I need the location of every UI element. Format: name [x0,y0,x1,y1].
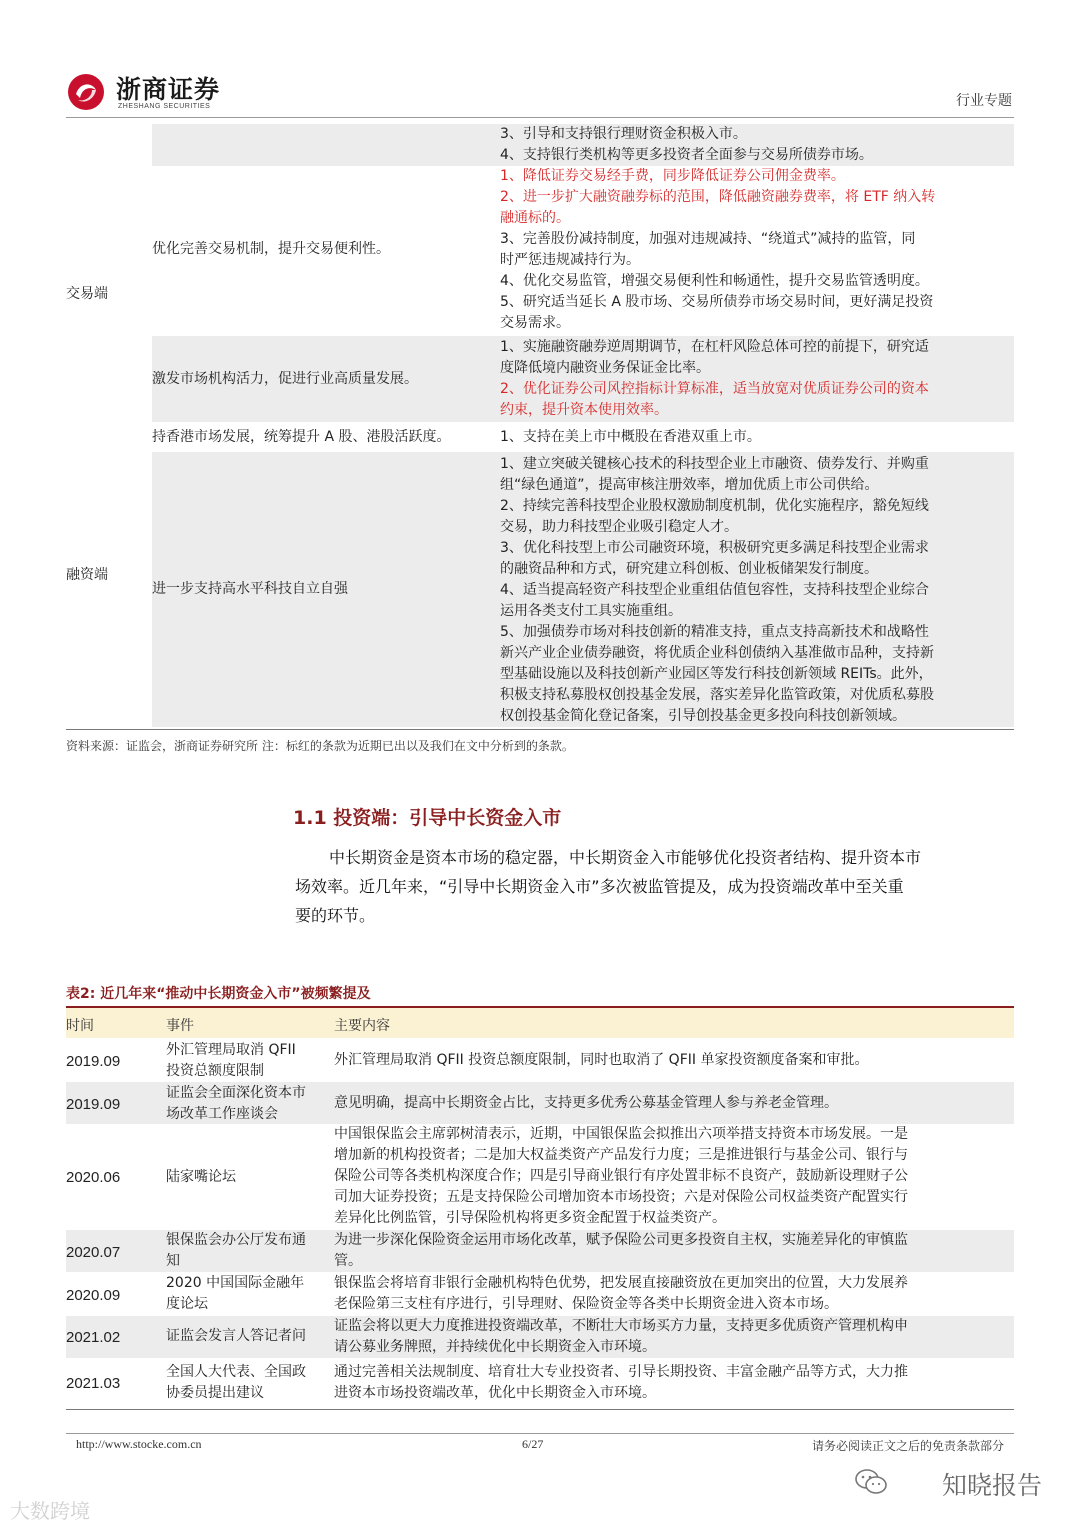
event-name-line: 知 [166,1253,180,1269]
event-name-line: 证监会发言人答记者问 [166,1328,306,1344]
event-name-line: 投资总额度限制 [166,1063,264,1079]
detail-line: 1、实施融资融券逆周期调节，在杠杆风险总体可控的前提下，研究适 [500,339,929,355]
report-type-tag: 行业专题 [956,93,1012,109]
row-details [500,166,1014,334]
measure-label: 优化完善交易机制，提升交易便利性。 [152,241,390,257]
event-name-line: 陆家嘴论坛 [166,1169,236,1185]
detail-line: 度降低境内融资业务保证金比率。 [500,360,710,376]
event-name-line: 度论坛 [166,1296,208,1312]
table2-bottom-rule [66,1409,1014,1410]
event-date: 2021.02 [66,1329,121,1346]
event-date: 2020.07 [66,1244,121,1261]
detail-line: 运用各类支付工具实施重组。 [500,603,682,619]
row-details [500,454,1014,727]
paragraph-line: 中长期资金是资本市场的稳定器，中长期资金入市能够优化投资者结构、提升资本市 [329,848,922,867]
detail-line: 1、降低证券交易经手费，同步降低证券公司佣金费率。 [500,168,845,184]
event-name-line: 协委员提出建议 [166,1385,264,1401]
footer-divider [66,1433,1014,1434]
event-date: 2019.09 [66,1096,121,1113]
detail-line: 3、完善股份减持制度，加强对违规减持、“绕道式”减持的监管，同 [500,231,916,247]
event-name-line: 证监会全面深化资本市 [166,1085,306,1101]
detail-line: 权创投基金简化登记备案，引导创投基金更多投向科技创新领域。 [500,708,906,724]
zheshang-logo-icon [66,72,110,112]
event-name-line: 全国人大代表、全国政 [166,1364,306,1380]
detail-line: 组“绿色通道”，提高审核注册效率，增加优质上市公司供给。 [500,477,879,493]
content-line: 管。 [334,1253,362,1269]
col-header-date: 时间 [66,1018,94,1034]
table-row [66,1272,1014,1316]
detail-line: 积极支持私募股权创投基金发展，落实差异化监管政策，对优质私募股 [500,687,934,703]
paragraph-line: 要的环节。 [295,906,376,925]
event-date: 2019.09 [66,1053,121,1070]
table-row [66,1358,1014,1408]
content-line: 差异化比例监管，引导保险机构将更多资金配置于权益类资产。 [334,1210,726,1226]
row-details [500,337,1014,421]
event-name-line: 银保监会办公厅发布通 [166,1232,306,1248]
paragraph-line: 场效率。近几年来，“引导中长期资金入市”多次被监管提及，成为投资端改革中至关重 [295,877,904,896]
table2-caption: 表2: 近几年来“推动中长期资金入市”被频繁提及 [66,986,371,1002]
table-row [66,1316,1014,1358]
detail-line: 2、持续完善科技型企业股权激励制度机制，优化实施程序，豁免短线 [500,498,929,514]
measure-label: 进一步支持高水平科技自立自强 [152,581,348,597]
header-divider [66,117,1014,118]
footer-website-link[interactable]: http://www.stocke.com.cn [76,1437,202,1451]
row-details [500,427,1014,448]
detail-line: 4、优化交易监管，增强交易便利性和畅通性，提升交易监管透明度。 [500,273,929,289]
detail-line: 交易，助力科技型企业吸引稳定人才。 [500,519,738,535]
detail-line: 1、支持在美上市中概股在香港双重上市。 [500,429,761,445]
table-row [66,1082,1014,1124]
detail-line: 时严惩违规减持行为。 [500,252,640,268]
watermark-left: 大数跨境 [10,1499,90,1523]
event-name-line: 场改革工作座谈会 [166,1106,278,1122]
content-line: 外汇管理局取消 QFII 投资总额度限制，同时也取消了 QFII 单家投资额度备案和审批。 [334,1052,869,1068]
group-label-trading: 交易端 [66,286,108,302]
content-line: 司加大证券投资；五是支持保险公司增加资本市场投资；六是对保险公司权益类资产配置实行 [334,1189,908,1205]
content-line: 证监会将以更大力度推进投资端改革，不断壮大市场买方力量，支持更多优质资产管理机构申 [334,1318,908,1334]
detail-line: 交易需求。 [500,315,570,331]
detail-line: 约束，提升资本使用效率。 [500,402,668,418]
content-line: 通过完善相关法规制度、培育壮大专业投资者、引导长期投资、丰富金融产品等方式，大力推 [334,1364,908,1380]
page-number: 6/27 [522,1437,544,1451]
detail-line: 新兴产业企业债券融资，将优质企业科创债纳入基准做市品种，支持新 [500,645,934,661]
watermark-right: 知晓报告 [941,1471,1042,1500]
event-date: 2020.09 [66,1287,121,1304]
content-line: 意见明确，提高中长期资金占比，支持更多优秀公募基金管理人参与养老金管理。 [334,1095,838,1111]
detail-line: 5、加强债券市场对科技创新的精准支持，重点支持高新技术和战略性 [500,624,929,640]
row-details [500,124,1014,166]
detail-line: 融通标的。 [500,210,570,226]
content-line: 老保险第三支柱有序进行，引导理财、保险资金等各类中长期资金进入资本市场。 [334,1296,838,1312]
measure-label: 激发市场机构活力，促进行业高质量发展。 [152,371,418,387]
table-bottom-rule [66,729,1014,730]
logo-wordmark: 浙商证券 [116,75,221,104]
detail-line: 4、适当提高轻资产科技型企业重组估值包容性，支持科技型企业综合 [500,582,929,598]
event-date: 2020.06 [66,1169,121,1186]
event-name-line: 外汇管理局取消 QFII [166,1042,296,1058]
body-paragraph [295,843,1015,930]
content-line: 银保监会将培育非银行金融机构特色优势，把发展直接融资放在更加突出的位置，大力发展养 [334,1275,908,1291]
content-line: 为进一步深化保险资金运用市场化改革，赋予保险公司更多投资自主权，实施差异化的审慎监 [334,1232,908,1248]
content-line: 请公募业务牌照，并持续优化中长期资金入市环境。 [334,1339,656,1355]
detail-line: 2、进一步扩大融资融券标的范围，降低融资融券费率，将 ETF 纳入转 [500,189,936,205]
detail-line: 5、研究适当延长 A 股市场、交易所债券市场交易时间，更好满足投资 [500,294,934,310]
detail-line: 的融资品种和方式，研究建立科创板、创业板储架发行制度。 [500,561,878,577]
table2-header-row [66,1008,1014,1038]
detail-line: 2、优化证券公司风控指标计算标准，适当放宽对优质证券公司的资本 [500,381,929,397]
detail-line: 3、引导和支持银行理财资金积极入市。 [500,126,747,142]
event-date: 2021.03 [66,1375,121,1392]
logo-english: ZHESHANG SECURITIES [118,103,211,110]
table-row [66,1040,1014,1082]
detail-line: 型基础设施以及科技创新产业园区等发行科技创新领域 REITs。此外， [500,666,933,682]
content-line: 保险公司等各类机构深度合作；四是引导商业银行有序处置非标不良资产，鼓励新设理财子公 [334,1168,908,1184]
content-line: 中国银保监会主席郭树清表示，近期，中国银保监会拟推出六项举措支持资本市场发展。一是 [334,1126,908,1142]
event-name-line: 2020 中国国际金融年 [166,1275,305,1291]
col-header-event: 事件 [166,1018,194,1034]
detail-line: 3、优化科技型上市公司融资环境，积极研究更多满足科技型企业需求 [500,540,929,556]
table-row [66,1230,1014,1272]
section-title: 1.1 投资端：引导中长资金入市 [293,807,562,829]
wechat-icon [854,1468,888,1496]
table-row [66,1124,1014,1230]
content-line: 增加新的机构投资者；二是加大权益类资产产品发行力度；三是推进银行与基金公司、银行与 [334,1147,908,1163]
group-label-financing: 融资端 [66,567,108,583]
source-note: 资料来源：证监会，浙商证券研究所 注：标红的条款为近期已出以及我们在文中分析到的条款。 [66,739,574,753]
disclaimer-note: 请务必阅读正文之后的免责条款部分 [811,1439,1004,1453]
policy-measures-table [66,124,1014,729]
col-header-content: 主要内容 [334,1018,390,1034]
detail-line: 1、建立突破关键核心技术的科技型企业上市融资、债券发行、并购重 [500,456,929,472]
regulatory-events-table [66,1040,1014,1410]
measure-label: 持香港市场发展，统筹提升 A 股、港股活跃度。 [152,429,451,445]
detail-line: 4、支持银行类机构等更多投资者全面参与交易所债券市场。 [500,147,873,163]
content-line: 进资本市场投资端改革，优化中长期资金入市环境。 [334,1385,656,1401]
